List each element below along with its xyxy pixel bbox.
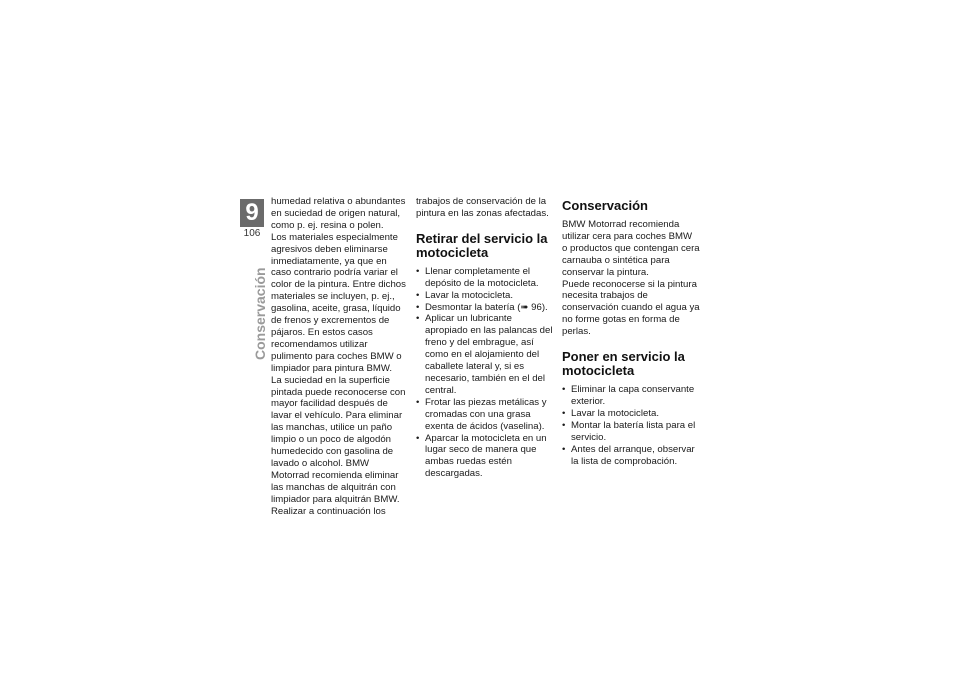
list-item: • Frotar las piezas metálicas y cromadas con una grasa exenta de ácidos (vaselina).: [416, 397, 554, 433]
paragraph: trabajos de conservación de la pintura en las zonas afectadas.: [416, 196, 549, 219]
list-item: • Eliminar la capa conservante exterior.: [562, 384, 700, 408]
list-item: • Antes del arranque, observar la lista de comprobación.: [562, 444, 700, 468]
list-item: • Montar la batería lista para el servicio.: [562, 420, 700, 444]
paragraph: humedad relativa o abundantes en suciedad de origen natural, como p. ej. resina o polen.: [271, 196, 406, 231]
steps-list-poner: [562, 384, 700, 467]
list-item: • Aplicar un lubricante apropiado en las palancas del freno y del embrague, así como en el alojamiento del caballete lateral y, si es necesario, también en el del central.: [416, 313, 554, 396]
list-item: • Lavar la motocicleta.: [562, 408, 700, 420]
steps-list-retirar: [416, 266, 554, 480]
paragraph: Los materiales especialmente agresivos deben eliminarse inmediatamente, ya que en caso contrario podría variar el color de la pintura. Entre dichos materiales se incluyen, p. ej., gasolina, aceite, grasa, líquido de frenos y excrementos de pájaros. En estos casos recomendamos utilizar pulimento para coches BMW o limpiador para pintura BMW.: [271, 231, 406, 374]
paragraph: Puede reconocerse si la pintura necesita trabajos de conservación cuando el agua ya no forme gotas en forma de perlas.: [562, 278, 700, 338]
text-column-1: [271, 196, 409, 517]
list-item: • Aparcar la motocicleta en un lugar seco de manera que ambas ruedas estén descargadas.: [416, 433, 554, 481]
list-item: • Desmontar la batería (➠ 96).: [416, 302, 554, 314]
paragraph: La suciedad en la superficie pintada puede reconocerse con mayor facilidad después de lavar el vehículo. Para eliminar las manchas, utilice un paño limpio o un poco de algodón humedecido con gasolina de lavado o alcohol. BMW Motorrad recomienda eliminar las manchas de alquitrán con limpiador para alquitrán BMW. Realizar a continuación los: [271, 374, 406, 517]
text-column-2: [416, 196, 554, 480]
list-item: • Lavar la motocicleta.: [416, 290, 554, 302]
list-item: • Llenar completamente el depósito de la motocicleta.: [416, 266, 554, 290]
section-heading-poner: Poner en servicio la motocicleta: [562, 349, 685, 379]
chapter-side-label: Conservación: [252, 267, 268, 360]
paragraph: BMW Motorrad recomienda utilizar cera para coches BMW o productos que contengan cera carnauba o sintética para conservar la pintura.: [562, 219, 700, 278]
text-column-3: [562, 196, 700, 467]
page-number: 106: [243, 228, 261, 239]
chapter-number-badge: 9: [240, 199, 264, 227]
section-heading-retirar: Retirar del servicio la motocicleta: [416, 230, 548, 260]
section-heading-conservacion: Conservación: [562, 198, 648, 213]
